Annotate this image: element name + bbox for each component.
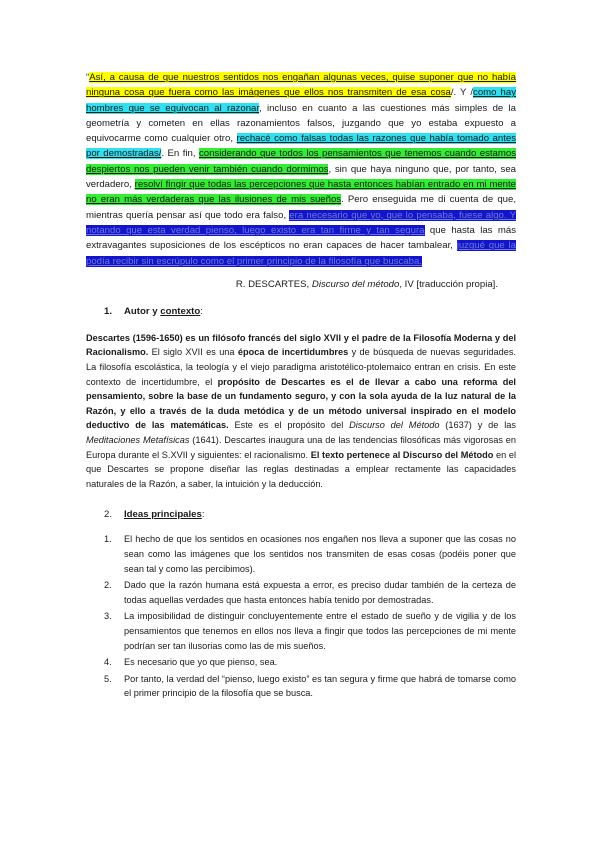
- list-item: [86, 672, 516, 701]
- citation-author: R. DESCARTES,: [235, 278, 312, 290]
- list-item-text: La imposibilidad de distinguir concluyentemente entre el estado de sueño y de vigilia y de los pensamientos que tenemos en ellos nos lleva a fingir que todos las percepciones de mi mente podrían ser tan ilusorias como las de mis sueños.: [124, 611, 516, 651]
- context-text: y de búsqueda de nuevas seguridades. La filosofía escolástica, la teología y el viejo paradigma aristotélico-ptolemaico entran en crisis. En este contexto de incertidumbre, el: [86, 347, 516, 387]
- list-item-number: 1.: [104, 534, 112, 545]
- list-item-number: 5.: [104, 673, 112, 684]
- context-italic: Discurso del Método: [349, 420, 440, 431]
- highlight-senses-deceive: Así, a causa de que nuestros sentidos nos engañan algunas veces, quise suponer que no había ninguna cosa que fuera como las imágenes que ellos nos transmiten de esa cosa: [86, 72, 516, 99]
- quote-fragment: . En fin,: [161, 148, 199, 160]
- quote-citation: [86, 279, 498, 290]
- section-author-context-heading: [104, 306, 516, 317]
- highlight-first-principle: juzgué que la podía recibir sin escrúpulo como el primer principio de la filosofía que buscaba.: [86, 240, 516, 267]
- list-item-text: Es necesario que yo que pienso, sea.: [124, 657, 278, 668]
- highlight-dream-thoughts: considerando que todos los pensamientos que tenemos cuando estamos despiertos nos pueden venir también cuando dormimos: [86, 148, 517, 175]
- list-item-number: 4.: [104, 657, 112, 668]
- list-item-text: El hecho de que los sentidos en ocasiones nos engañen nos lleva a suponer que las cosas no sean como las imágenes que los sentidos nos transmiten de esas cosas (podéis poner que sean tal y como las percibimos).: [124, 534, 516, 574]
- context-bold: época de incertidumbres: [237, 347, 349, 358]
- descartes-quote: [86, 70, 516, 269]
- list-item: [86, 609, 516, 653]
- context-italic: Meditaciones Metafísicas: [86, 435, 190, 446]
- quote-fragment: que hasta las más extravagantes suposiciones de los escépticos no eran capaces de hacer tambalear,: [86, 224, 516, 252]
- list-item-text: Dado que la razón humana está expuesta a error, es preciso dudar también de la certeza de todas aquellas verdades que hasta entonces había tenido por demostradas.: [124, 580, 516, 605]
- section-number: 2.: [104, 509, 113, 521]
- list-item: [86, 655, 516, 670]
- citation-work: Discurso del método: [311, 278, 400, 290]
- context-paragraph: [86, 331, 516, 492]
- context-text: en el que Descartes se propone diseñar las reglas destinadas a emplear rectamente las capacidades naturales de la Razón, a saber, la intuición y la deducción.: [86, 449, 516, 489]
- highlight-reject-reasons: rechacé como falsas todas las razones que había tomado antes por demostradas/: [86, 133, 516, 160]
- quote-fragment: /. Y /: [450, 87, 474, 99]
- section-title-part: contexto: [160, 305, 201, 317]
- list-item-number: 2.: [104, 580, 112, 591]
- list-item: [86, 532, 516, 576]
- quote-fragment: , incluso en cuanto a las cuestiones más simples de la geometría y cometen en ellas razonamientos falsos, juzgando que yo estaba expuesto a equivocarme como cualquier otro,: [86, 102, 516, 145]
- context-text: (1641). Descartes inaugura una de las tendencias filosóficas más vigorosas en Europa durante el S.XVII y siguientes: el racionalismo.: [86, 435, 516, 460]
- quote-fragment: , sin que haya ninguno que, por tanto, sea verdadero,: [86, 163, 516, 191]
- section-number: 1.: [104, 305, 113, 317]
- context-text: Este es el propósito del: [228, 420, 350, 431]
- highlight-feign-perceptions: resolví fingir que todas las percepciones que hasta entonces habían entrado en mi mente no eran más verdaderas que las ilusiones de mis sueños: [86, 179, 517, 206]
- context-bold: El texto pertenece al Discurso del Método: [310, 449, 494, 460]
- list-item-number: 3.: [104, 611, 112, 622]
- open-quote-mark: “: [86, 72, 90, 83]
- section-title-part: :: [200, 305, 203, 317]
- context-text: (1637) y de las: [439, 420, 516, 431]
- highlight-men-err-reasoning: como hay hombres que se equivocan al razonar: [86, 87, 517, 114]
- quote-fragment: . Pero enseguida me di cuenta de que, mientras quería pensar así que todo era falso,: [86, 194, 516, 221]
- list-item-text: Por tanto, la verdad del “pienso, luego existo” es tan segura y firme que habrá de tomarse como el primer principio de la filosofía que se busca.: [124, 673, 516, 699]
- citation-rest: , IV [traducción propia].: [399, 278, 498, 290]
- section-title-part: Autor y: [124, 305, 161, 317]
- highlight-cogito: era necesario que yo, que lo pensaba, fuese algo. Y notando que esta verdad pienso, luego existo era tan firme y tan segura: [86, 209, 516, 236]
- section-main-ideas-heading: [104, 509, 516, 520]
- section-title-part: :: [201, 509, 205, 521]
- context-bold: Descartes (1596-1650) es un filósofo francés del siglo XVII y el padre de la Filosofía Moderna y del Racionalismo.: [86, 332, 516, 358]
- section-title-part: Ideas principales: [124, 509, 202, 521]
- context-text: El siglo XVII es una: [148, 347, 238, 358]
- list-item: [86, 578, 516, 607]
- context-bold: propósito de Descartes es el de llevar a cabo una reforma del pensamiento, sobre la base de un fundamento seguro, y con la sola ayuda de la luz natural de la Razón, y ello a través de la duda metódica y de un método universal inspirado en el modelo deductivo de las matemáticas.: [86, 376, 516, 431]
- main-ideas-list: [86, 532, 516, 701]
